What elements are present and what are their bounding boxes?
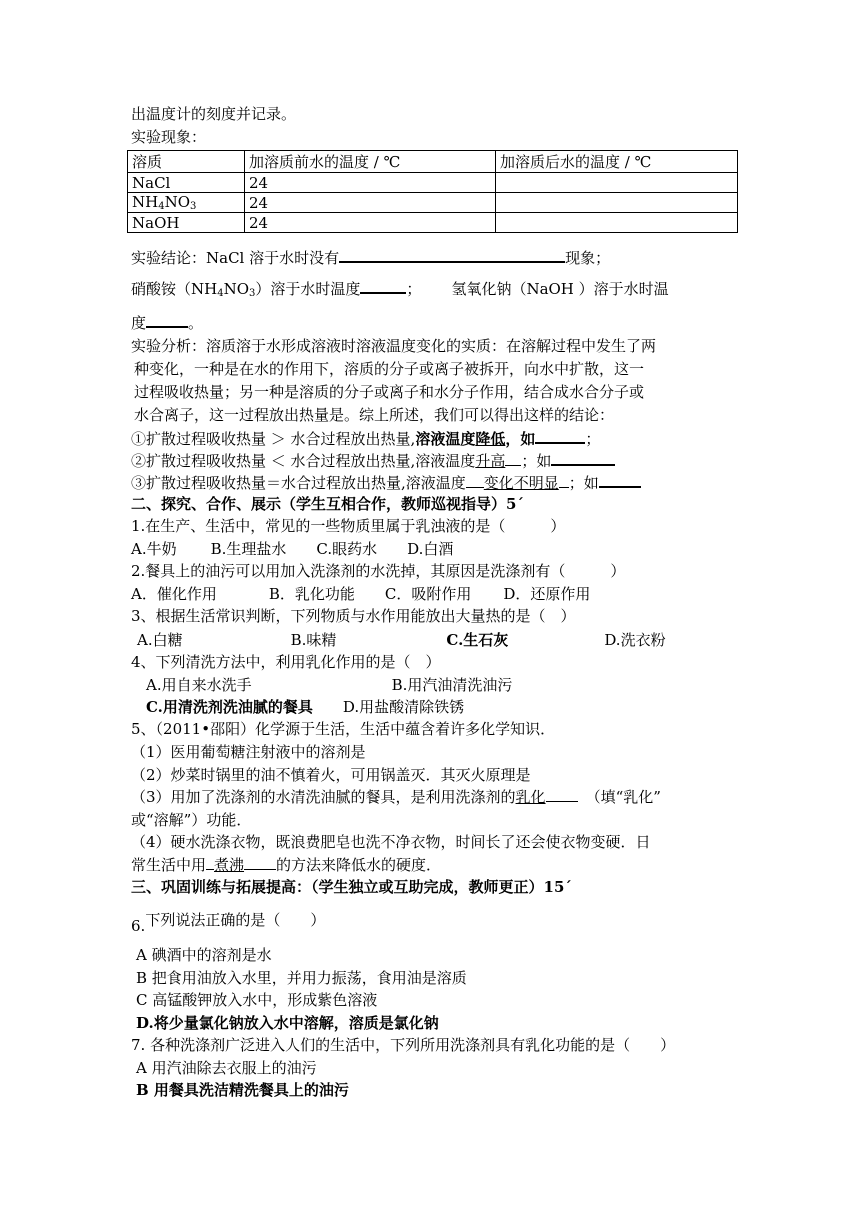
q1-stem: 1.在生产、生活中，常见的一些物质里属于乳浊液的是（ ） [131,517,566,535]
q5-stem: 5、（2011•邵阳）化学源于生活，生活中蕴含着许多化学知识． [131,720,556,738]
table-cell: 24 [245,213,496,233]
q6-stem: 6.下列说法正确的是（ ） [131,911,326,935]
q2-options: A．催化作用 B．乳化功能 C．吸附作用 D．还原作用 [131,585,591,603]
q3-options: A.白糖 B.味精 C.生石灰 D.洗衣粉 [137,631,666,649]
q5-part-3: （3）用加了洗涤剂的水清洗油腻的餐具，是利用洗涤剂的乳化 （填“乳化” [131,788,661,806]
analysis-line-2: 种变化，一种是在水的作用下，溶质的分子或离子被拆开，向水中扩散，这一 [134,360,645,378]
conclusion-line-1: 实验结论：NaCl 溶于水时没有 现象； [131,249,611,267]
q3-stem: 3、根据生活常识判断，下列物质与水作用能放出大量热的是（ ） [131,607,576,625]
table-cell [496,173,738,193]
conclusion-item-1: ①扩散过程吸收热量 ＞ 水合过程放出热量,溶液温度降低，如 ； [131,430,601,448]
analysis-line-1: 实验分析：溶质溶于水形成溶液时溶液温度变化的实质：在溶解过程中发生了两 [131,337,657,355]
conclusion-item-3: ③扩散过程吸收热量＝水合过程放出热量,溶液温度 变化不明显 ；如 [131,472,641,493]
table-header: 加溶质前水的温度 / ℃ [245,151,496,173]
table-cell: 24 [245,193,496,213]
q1-options: A.牛奶 B.生理盐水 C.眼药水 D.白酒 [131,540,454,558]
q2-stem: 2.餐具上的油污可以用加入洗涤剂的水洗掉，其原因是洗涤剂有（ ） [131,562,626,580]
section-3-title: 三、巩固训练与拓展提高：（学生独立或互助完成，教师更正）15´ [131,878,572,896]
phenomenon-label: 实验现象： [131,128,207,146]
table-header-row [128,151,738,173]
table-row [128,193,738,213]
q7-option-a: A 用汽油除去衣服上的油污 [136,1059,317,1077]
table-header: 加溶质后水的温度 / ℃ [496,151,738,173]
table-cell: NaOH [128,213,245,233]
section-2-title: 二、探究、合作、展示（学生互相合作，教师巡视指导）5´ [131,495,524,513]
table-cell [496,213,738,233]
table-cell: $NH_4NO_3$ [128,193,245,213]
q6-option-c: C 高锰酸钾放入水中，形成紫色溶液 [136,991,378,1009]
analysis-line-3: 过程吸收热量；另一种是溶质的分子或离子和水分子作用，结合成水合分子或 [134,383,645,401]
q5-part-4-cont: 常生活中用 煮沸 的方法来降低水的硬度． [131,856,442,874]
table-cell: 24 [245,173,496,193]
table-header: 溶质 [128,151,245,173]
q5-part-4: （4）硬水洗涤衣物，既浪费肥皂也洗不净衣物，时间长了还会使衣物变硬．日 [131,833,651,851]
table-cell: NaCl [128,173,245,193]
q4-stem: 4、下列清洗方法中，利用乳化作用的是（ ） [131,653,441,671]
q5-part-1: （1）医用葡萄糖注射液中的溶剂是 [131,743,366,761]
q6-option-a: A 碘酒中的溶剂是水 [136,946,272,964]
experiment-table [127,150,738,233]
analysis-line-4: 水合离子，这一过程放出热量是。综上所述，我们可以得出这样的结论： [134,406,615,424]
conclusion-item-2: ②扩散过程吸收热量 ＜ 水合过程放出热量,溶液温度升高 ；如 [131,450,615,471]
table-cell [496,193,738,213]
q7-option-b: B 用餐具洗洁精洗餐具上的油污 [136,1081,349,1099]
conclusion-line-3: 度 。 [131,314,204,332]
q5-part-2: （2）炒菜时锅里的油不慎着火，可用锅盖灭．其灭火原理是 [131,766,531,784]
q5-part-3-cont: 或“溶解”）功能． [131,811,252,829]
q7-stem: 7. 各种洗涤剂广泛进入人们的生活中，下列所用洗涤剂具有乳化功能的是（ ） [131,1036,676,1054]
table-row [128,173,738,193]
q6-option-b: B 把食用油放入水里，并用力振荡，食用油是溶质 [136,969,467,987]
q4-options-1: A.用自来水洗手 B.用汽油清洗油污 [146,676,513,694]
intro-line: 出温度计的刻度并记录。 [131,105,297,123]
conclusion-line-2: 硝酸铵$(NH_4NO_3)$溶于水时温度 ； 氢氧化钠（NaOH ）溶于水时温 [131,280,669,299]
q6-option-d: D.将少量氯化钠放入水中溶解，溶质是氯化钠 [136,1014,439,1032]
q4-options-2: C.用清洗剂洗油腻的餐具 D.用盐酸清除铁锈 [146,698,465,716]
table-row [128,213,738,233]
